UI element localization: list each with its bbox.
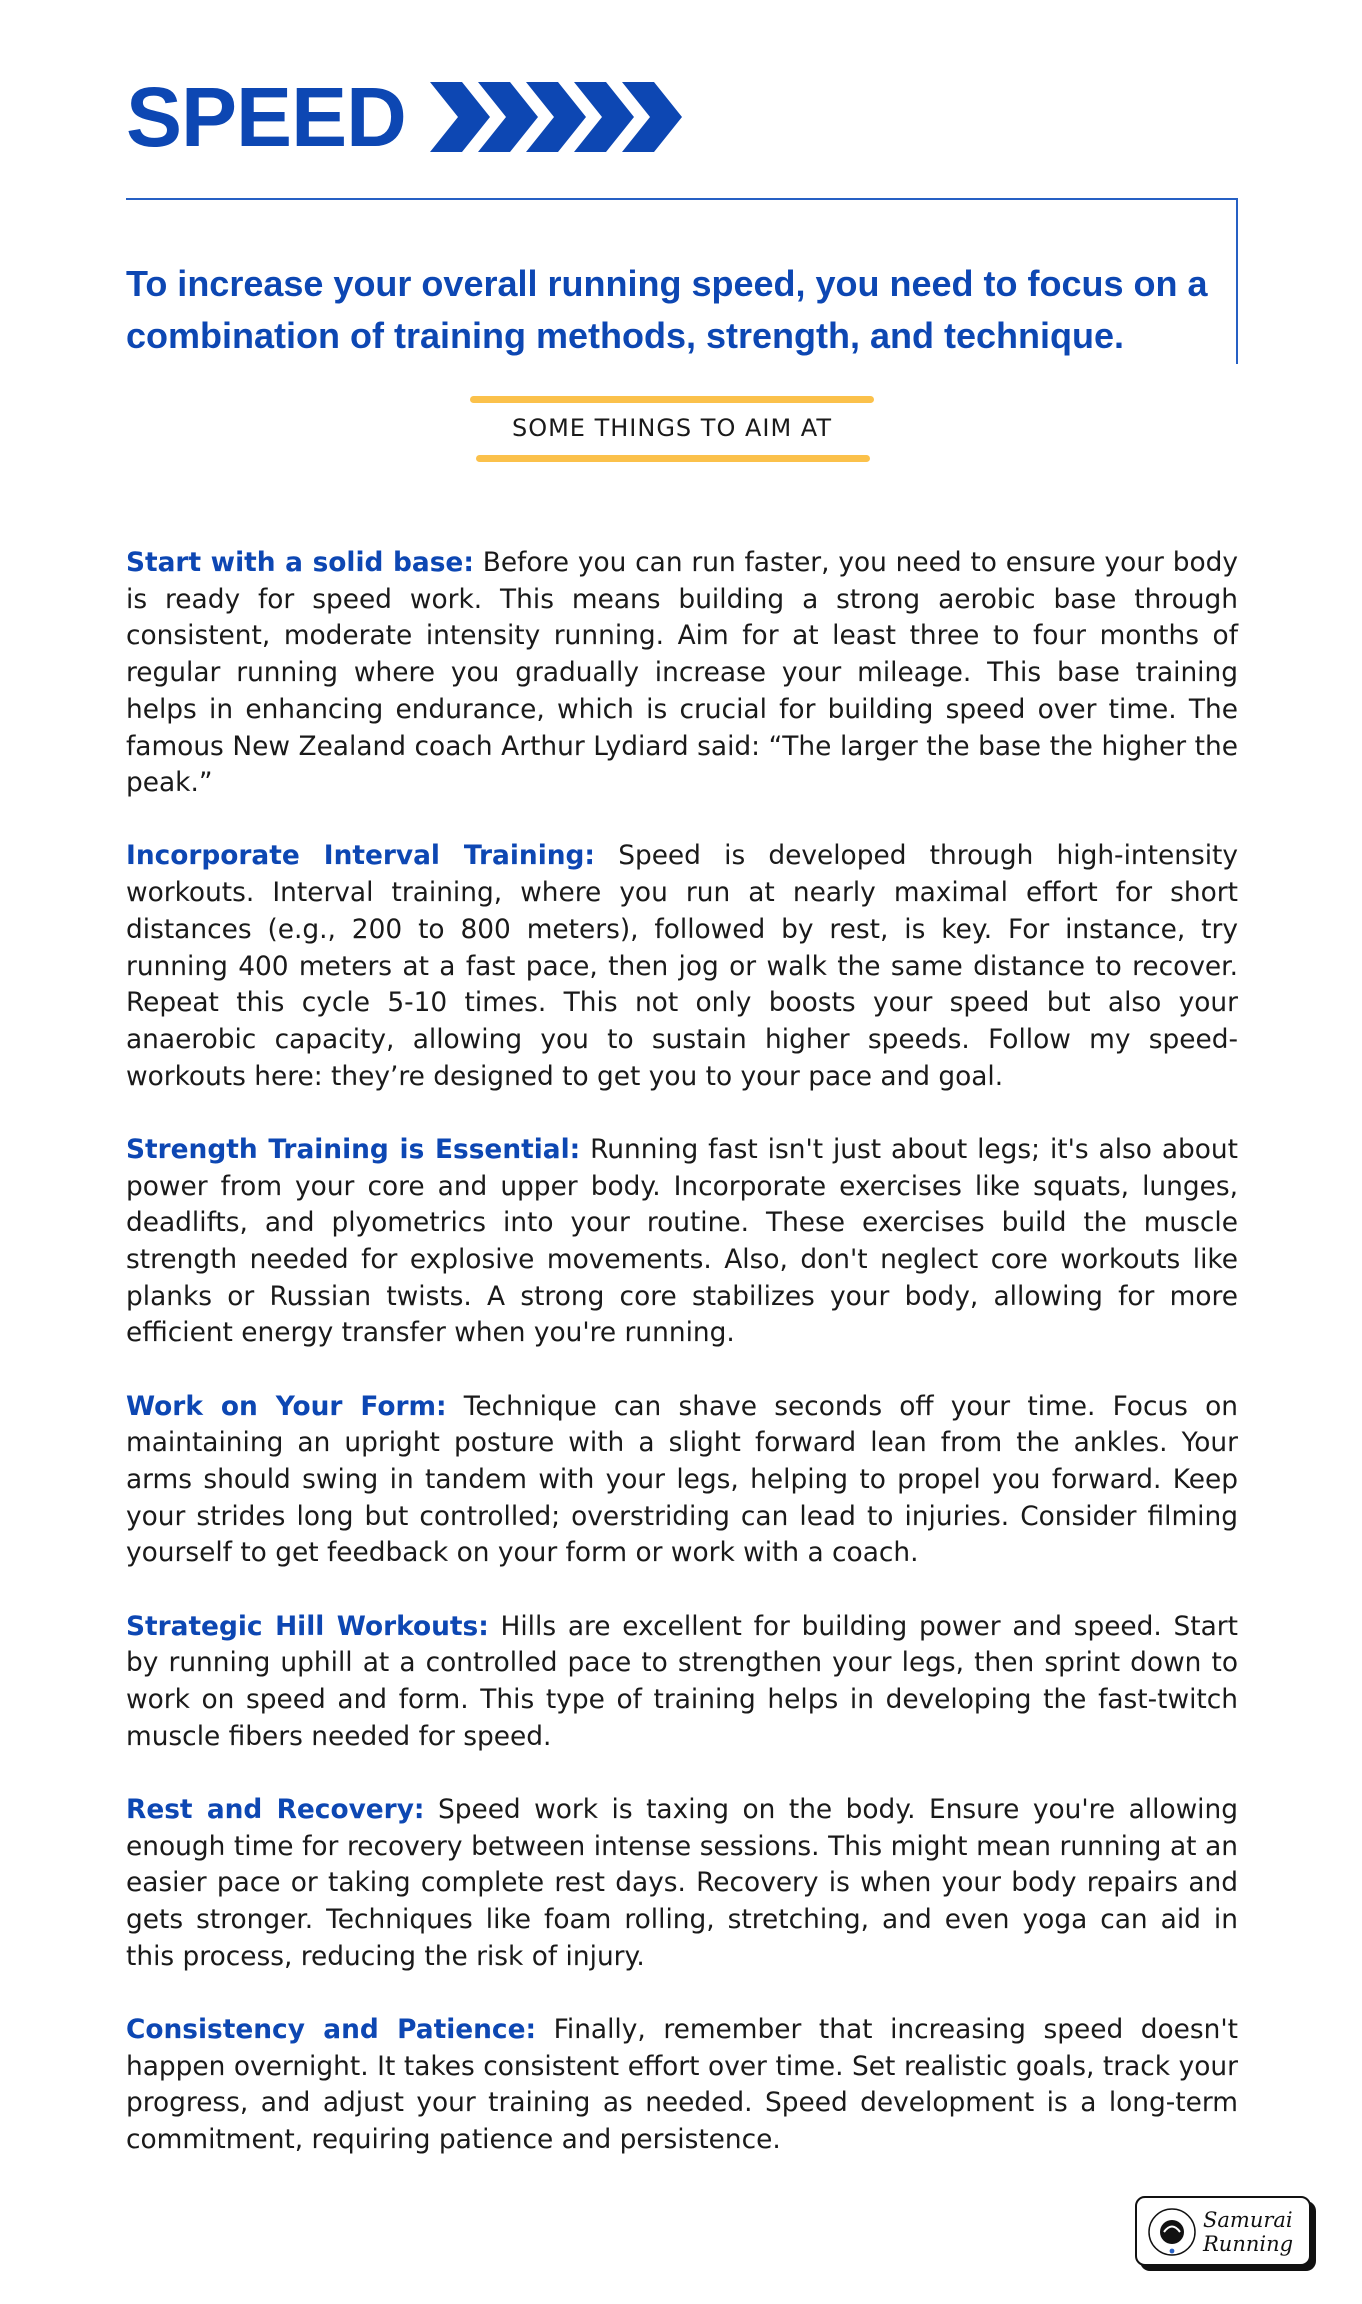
- tip-heading: Rest and Recovery:: [126, 1793, 425, 1825]
- page-title: SPEED: [126, 70, 406, 164]
- samurai-running-logo-icon: [1147, 2207, 1197, 2257]
- tip-section: [126, 545, 1238, 802]
- tip-section: [126, 1389, 1238, 1573]
- tip-body: Running fast isn't just about legs; it's also about power from your core and upper body. Incorporate exercises like squats, lunges, deadlifts, and plyometrics into your routine. These exercises build the muscle strength needed for explosive movements. Also, don't neglect core workouts like planks or Russian twists. A strong core stabilizes your body, allowing for more efficient energy transfer when you're running.: [126, 1133, 1238, 1349]
- logo-line-1: Samurai: [1203, 2208, 1293, 2232]
- tip-heading: Strength Training is Essential:: [126, 1133, 581, 1165]
- tips-list: [126, 545, 1238, 2195]
- aim-label: SOME THINGS TO AIM AT: [511, 414, 833, 442]
- tip-section: [126, 2012, 1238, 2159]
- logo-line-2: Running: [1203, 2232, 1294, 2256]
- tip-body: Speed is developed through high-intensity workouts. Interval training, where you run at nearly maximal effort for short distances (e.g., 200 to 800 meters), followed by rest, is key. For instance, try running 400 meters at a fast pace, then jog or walk the same distance to recover. Repeat this cycle 5-10 times. This not only boosts your speed but also your anaerobic capacity, allowing you to sustain higher speeds. Follow my speed-workouts here: they’re designed to get you to your pace and goal.: [126, 840, 1238, 1092]
- tip-body: Speed work is taxing on the body. Ensure you're allowing enough time for recovery between intense sessions. This might mean running at an easier pace or taking complete rest days. Recovery is when your body repairs and gets stronger. Techniques like foam rolling, stretching, and even yoga can aid in this process, reducing the risk of injury.: [126, 1793, 1238, 1972]
- tip-heading: Work on Your Form:: [126, 1390, 447, 1422]
- chevrons-right-icon: [430, 82, 720, 152]
- tip-heading: Start with a solid base:: [126, 547, 474, 578]
- tip-section: [126, 1792, 1238, 1976]
- tip-body: Finally, remember that increasing speed doesn't happen overnight. It takes consistent effort over time. Set realistic goals, track your progress, and adjust your training as needed. Speed development is a long-term commitment, requiring patience and persistence.: [126, 2013, 1238, 2156]
- logo-wordmark: [1203, 2208, 1293, 2256]
- tip-body: Hills are excellent for building power and speed. Start by running uphill at a controlled pace to strengthen your legs, then sprint down to work on speed and form. This type of training helps in developing the fast-twitch muscle fibers needed for speed.: [126, 1610, 1239, 1752]
- tip-section: [126, 1132, 1238, 1352]
- tip-body: Technique can shave seconds off your time. Focus on maintaining an upright posture with a slight forward lean from the ankles. Your arms should swing in tandem with your legs, helping to propel you forward. Keep your strides long but controlled; overstriding can lead to injuries. Consider filming yourself to get feedback on your form or work with a coach.: [126, 1390, 1239, 1569]
- tip-section: [126, 838, 1238, 1095]
- tip-section: [126, 1609, 1238, 1756]
- tip-heading: Strategic Hill Workouts:: [126, 1610, 489, 1642]
- title-row: [126, 72, 720, 162]
- tip-heading: Consistency and Patience:: [126, 2013, 537, 2045]
- intro-text: To increase your overall running speed, you need to focus on a combination of training methods, strength, and technique.: [126, 263, 1208, 356]
- samurai-running-logo: [1135, 2196, 1320, 2274]
- aim-highlight-bottom: [476, 455, 870, 462]
- tip-body: Before you can run faster, you need to ensure your body is ready for speed work. This means building a strong aerobic base through consistent, moderate intensity running. Aim for at least three to four months of regular running where you gradually increase your mileage. This base training helps in enhancing endurance, which is crucial for building speed over time. The famous New Zealand coach Arthur Lydiard said: “The larger the base the higher the peak.”: [126, 547, 1238, 799]
- logo-badge: [1135, 2196, 1311, 2266]
- tip-heading: Incorporate Interval Training:: [126, 840, 595, 872]
- aim-banner: [468, 396, 876, 464]
- aim-highlight-top: [470, 396, 874, 403]
